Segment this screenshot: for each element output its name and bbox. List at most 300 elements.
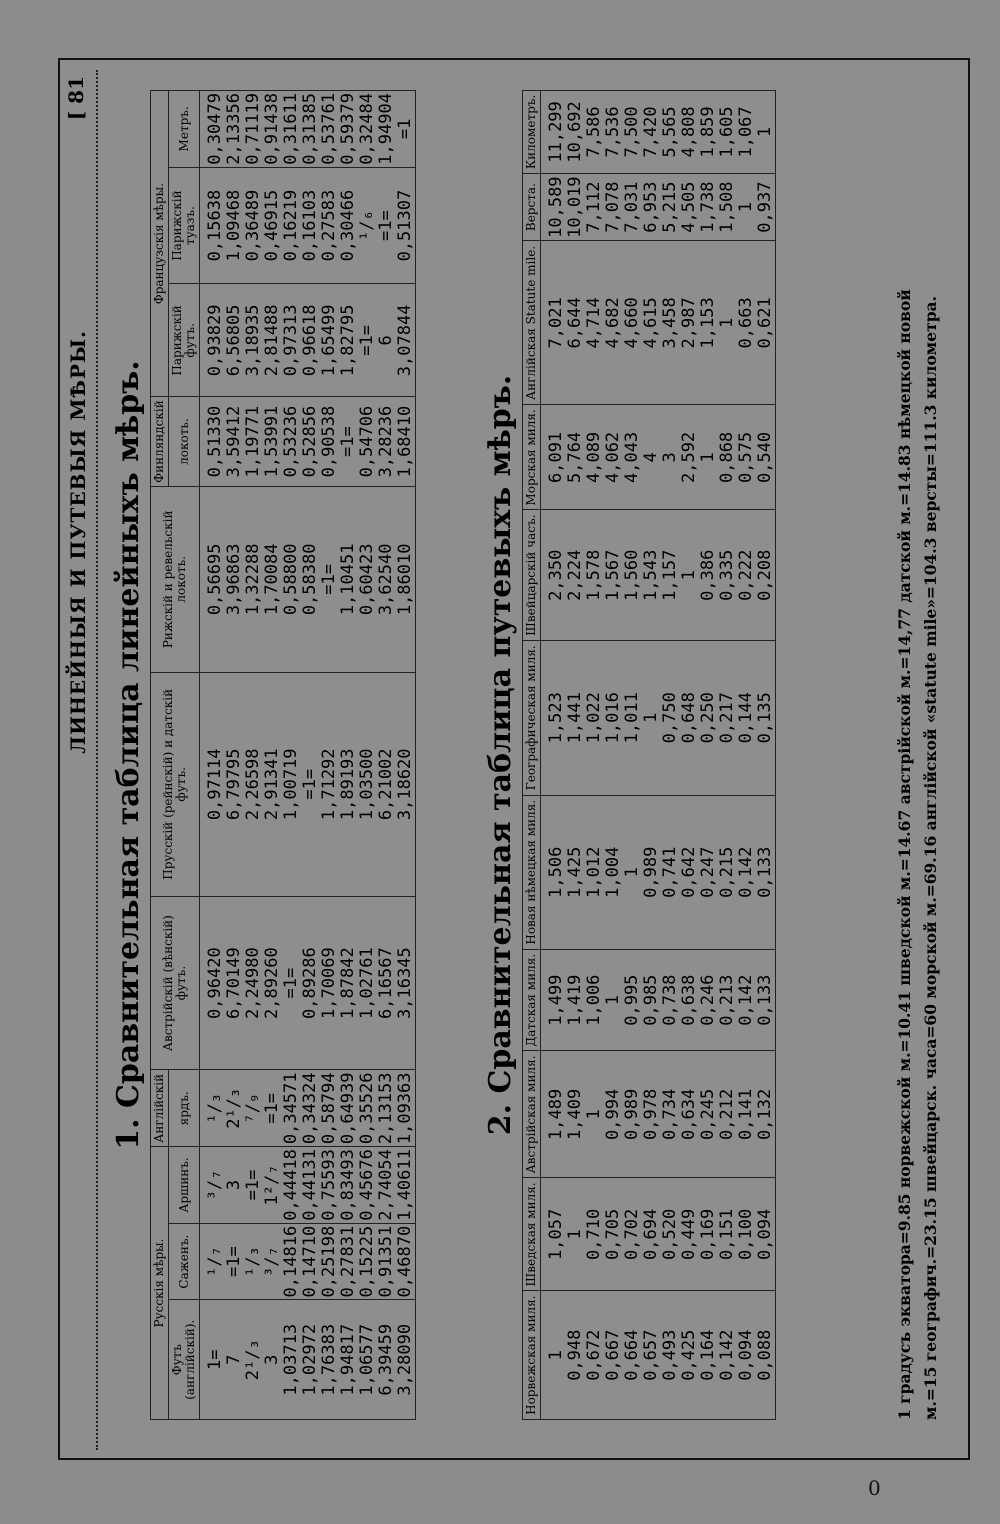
- table-cell: 0,52856: [301, 397, 320, 487]
- table-cell: 0,96618: [301, 284, 320, 397]
- table-cell: 1: [585, 1051, 604, 1178]
- table-row: [541, 91, 567, 1420]
- table-cell: 1,65499: [320, 284, 339, 397]
- table-cell: 1,157: [661, 510, 680, 640]
- table-cell: 0,89286: [301, 896, 320, 1070]
- table-cell: =1=: [377, 167, 396, 284]
- table-cell: =1=: [339, 397, 358, 487]
- column-header: Швейцарскій часъ.: [523, 510, 541, 640]
- table1-section: [108, 90, 416, 1420]
- table-cell: 1,71292: [320, 672, 339, 896]
- table-cell: 1: [566, 1178, 585, 1291]
- table-cell: 0,135: [756, 640, 776, 795]
- table-cell: 7,500: [623, 91, 642, 174]
- table-cell: 3,18620: [396, 672, 416, 896]
- table-row: [718, 91, 737, 1420]
- table-cell: 1,86010: [396, 486, 416, 672]
- table-cell: 1: [623, 795, 642, 949]
- table-cell: 0,34324: [301, 1070, 320, 1147]
- table-cell: 0,948: [566, 1291, 585, 1420]
- table-cell: 0,142: [737, 949, 756, 1050]
- table-cell: 2,592: [680, 405, 699, 510]
- table-cell: 0,657: [642, 1291, 661, 1420]
- column-header: Норвежская миля.: [523, 1291, 541, 1420]
- table-row: [604, 91, 623, 1420]
- table-cell: 1: [756, 91, 776, 174]
- table-cell: 7,078: [604, 173, 623, 241]
- table-cell: 1,03500: [358, 672, 377, 896]
- page-number-value: 81: [64, 76, 88, 104]
- table-cell: 4: [642, 405, 661, 510]
- footnote: [892, 90, 944, 1420]
- table-row: [358, 91, 377, 1420]
- table-cell: 4,043: [623, 405, 642, 510]
- table-cell: 1,94904: [377, 91, 396, 168]
- table-cell: 1,508: [718, 173, 737, 241]
- table-cell: 3,96863: [225, 486, 244, 672]
- table-cell: 1: [604, 949, 623, 1050]
- table-cell: 6,79795: [225, 672, 244, 896]
- table-cell: 2,350: [541, 510, 567, 640]
- table-cell: 4,089: [585, 405, 604, 510]
- table-cell: 4,615: [642, 241, 661, 405]
- table-cell: 0,36489: [244, 167, 263, 284]
- table-row: [623, 91, 642, 1420]
- table-cell: 0,094: [737, 1291, 756, 1420]
- table-cell: 0,46870: [396, 1223, 416, 1300]
- table-cell: 0,212: [718, 1051, 737, 1178]
- table-row: [244, 91, 263, 1420]
- table1-body: [200, 91, 416, 1420]
- column-header: Километръ.: [523, 91, 541, 174]
- table-cell: 0,978: [642, 1051, 661, 1178]
- table-cell: 1,68410: [396, 397, 416, 487]
- table-cell: 6,56805: [225, 284, 244, 397]
- col-paris-foot: Парижскій футъ.: [169, 284, 200, 397]
- table-cell: 0,132: [756, 1051, 776, 1178]
- table-row: [377, 91, 396, 1420]
- table-cell: 1,506: [541, 795, 567, 949]
- table-cell: 1,567: [604, 510, 623, 640]
- running-title: ЛИНЕЙНЫЯ И ПУТЕВЫЯ МѢРЫ.: [66, 330, 90, 754]
- table-cell: 2¹/₃: [244, 1300, 263, 1420]
- table-cell: 2,89260: [263, 896, 282, 1070]
- table-cell: 1,006: [585, 949, 604, 1050]
- table-cell: 0,60423: [358, 486, 377, 672]
- table-cell: 3,458: [661, 241, 680, 405]
- table-cell: 0,16219: [282, 167, 301, 284]
- table-cell: 7: [225, 1300, 244, 1420]
- table-cell: 0,994: [604, 1051, 623, 1178]
- table-row: [661, 91, 680, 1420]
- table-cell: 3: [661, 405, 680, 510]
- table-cell: 1,004: [604, 795, 623, 949]
- table-cell: 0,31611: [282, 91, 301, 168]
- table-cell: 0,51307: [396, 167, 416, 284]
- table-cell: ¹/₃: [200, 1070, 226, 1147]
- table-cell: 0,34571: [282, 1070, 301, 1147]
- table-cell: 0,53236: [282, 397, 301, 487]
- table-cell: 0,164: [699, 1291, 718, 1420]
- table-cell: ¹/₆: [358, 167, 377, 284]
- table-cell: 4,062: [604, 405, 623, 510]
- table-cell: 3,28236: [377, 397, 396, 487]
- table-cell: 0,985: [642, 949, 661, 1050]
- column-header: Шведская миля.: [523, 1178, 541, 1291]
- table-cell: 0,705: [604, 1178, 623, 1291]
- table-cell: 1,441: [566, 640, 585, 795]
- table-cell: 3,16345: [396, 896, 416, 1070]
- table-cell: 4,660: [623, 241, 642, 405]
- table-cell: 1,022: [585, 640, 604, 795]
- table-cell: 0,663: [737, 241, 756, 405]
- column-header: Датская миля.: [523, 949, 541, 1050]
- table-cell: 0,97114: [200, 672, 226, 896]
- table-cell: 0,45676: [358, 1147, 377, 1224]
- table-cell: 3,07844: [396, 284, 416, 397]
- table-cell: 0,30479: [200, 91, 226, 168]
- table-cell: 0,520: [661, 1178, 680, 1291]
- table-cell: 1,10451: [339, 486, 358, 672]
- table-cell: 1: [680, 510, 699, 640]
- table-cell: 0,14710: [301, 1223, 320, 1300]
- table-cell: 0,54706: [358, 397, 377, 487]
- table-cell: 2,26598: [244, 672, 263, 896]
- table-row: [320, 91, 339, 1420]
- table-cell: 1,523: [541, 640, 567, 795]
- table-row: [642, 91, 661, 1420]
- table-cell: 2,987: [680, 241, 699, 405]
- table-cell: 7,420: [642, 91, 661, 174]
- table-cell: 0,215: [718, 795, 737, 949]
- table-cell: 0,750: [661, 640, 680, 795]
- table-cell: 1,87842: [339, 896, 358, 1070]
- table-row: [396, 91, 416, 1420]
- table-cell: 5,764: [566, 405, 585, 510]
- table-cell: 0,44418: [282, 1147, 301, 1224]
- table2-header-row: [523, 91, 541, 1420]
- col-metre: Метръ.: [169, 91, 200, 168]
- table-cell: 1,153: [699, 241, 718, 405]
- column-header: Верста.: [523, 173, 541, 241]
- table-cell: 6: [377, 284, 396, 397]
- group-russian: Русскія мѣры.: [151, 1147, 169, 1420]
- table-cell: 0,667: [604, 1291, 623, 1420]
- table-cell: 2,13153: [377, 1070, 396, 1147]
- table-cell: 5,565: [661, 91, 680, 174]
- table-cell: 0,989: [642, 795, 661, 949]
- table-row: [282, 91, 301, 1420]
- table-cell: 7,536: [604, 91, 623, 174]
- table-cell: 0,208: [756, 510, 776, 640]
- table-cell: 0,638: [680, 949, 699, 1050]
- table-cell: 0,734: [661, 1051, 680, 1178]
- table-cell: 1,03713: [282, 1300, 301, 1420]
- table-cell: 1,00719: [282, 672, 301, 896]
- table-cell: 0,151: [718, 1178, 737, 1291]
- table-cell: 0,14816: [282, 1223, 301, 1300]
- table-cell: 1,06577: [358, 1300, 377, 1420]
- col-paris-toise: Парижскій туазъ.: [169, 167, 200, 284]
- table-row: [737, 91, 756, 1420]
- col-foot: Футъ (англійскій).: [169, 1300, 200, 1420]
- table-cell: 0,694: [642, 1178, 661, 1291]
- table-cell: 1,19771: [244, 397, 263, 487]
- table-cell: =1=: [263, 1070, 282, 1147]
- table-cell: 0,35526: [358, 1070, 377, 1147]
- col-finnish-ell: локоть.: [169, 397, 200, 487]
- table-row: [225, 91, 244, 1420]
- table-cell: 0,738: [661, 949, 680, 1050]
- table-cell: 0,246: [699, 949, 718, 1050]
- corner-mark: 0: [868, 1476, 881, 1500]
- table-cell: 1,02972: [301, 1300, 320, 1420]
- table-cell: 0,59379: [339, 91, 358, 168]
- table-cell: 0,75593: [320, 1147, 339, 1224]
- col-yard: ярдъ.: [169, 1070, 200, 1147]
- table-cell: 1,012: [585, 795, 604, 949]
- table-cell: 0,634: [680, 1051, 699, 1178]
- table-cell: 1²/₇: [263, 1147, 282, 1224]
- col-sazhen: Саженъ.: [169, 1223, 200, 1300]
- table-cell: 0,83493: [339, 1147, 358, 1224]
- table1-title: 1. Сравнительная таблица линейныхъ мѣръ.: [111, 360, 146, 1150]
- table-cell: 0,97313: [282, 284, 301, 397]
- rotated-content: [60, 60, 970, 1460]
- table-cell: 11,299: [541, 91, 567, 174]
- ornamental-rule: [96, 70, 104, 1450]
- table-cell: 0,217: [718, 640, 737, 795]
- table-cell: 0,96420: [200, 896, 226, 1070]
- table-cell: 0,58800: [282, 486, 301, 672]
- table-cell: ⁷/₉: [244, 1070, 263, 1147]
- table-cell: ³/₇: [200, 1147, 226, 1224]
- table-cell: 3,18935: [244, 284, 263, 397]
- table-cell: 6,21002: [377, 672, 396, 896]
- table-cell: 1,02761: [358, 896, 377, 1070]
- table-row: [339, 91, 358, 1420]
- table2-section: [480, 90, 776, 1420]
- table-cell: 0,540: [756, 405, 776, 510]
- table2-title: 2. Сравнительная таблица путевыхъ мѣръ.: [483, 374, 518, 1136]
- table-cell: 0,664: [623, 1291, 642, 1420]
- table-cell: =1=: [225, 1223, 244, 1300]
- footnote-line-2: м.=15 географич.=23.15 швейцарск. часа=60 морской м.=69.16 англійской «statute mile»=104.3 версты=111.3 километра.: [921, 296, 940, 1420]
- table-cell: 1,560: [623, 510, 642, 640]
- table-cell: 3,62540: [377, 486, 396, 672]
- table-cell: 1: [718, 241, 737, 405]
- table-cell: 4,808: [680, 91, 699, 174]
- table-cell: 2,24980: [244, 896, 263, 1070]
- table-cell: 5,215: [661, 173, 680, 241]
- travel-measures-table: [522, 90, 776, 1420]
- table-row: [680, 91, 699, 1420]
- table-cell: 0,449: [680, 1178, 699, 1291]
- table-row: [585, 91, 604, 1420]
- table-cell: 0,144: [737, 640, 756, 795]
- table-cell: 0,51330: [200, 397, 226, 487]
- table-row: [263, 91, 282, 1420]
- table-cell: 6,39459: [377, 1300, 396, 1420]
- table-cell: 0,133: [756, 949, 776, 1050]
- table-cell: 3,28090: [396, 1300, 416, 1420]
- table-cell: 1,543: [642, 510, 661, 640]
- table-cell: 0,25198: [320, 1223, 339, 1300]
- table-cell: 0,142: [737, 795, 756, 949]
- table-cell: 0,32484: [358, 91, 377, 168]
- table-cell: 0,53761: [320, 91, 339, 168]
- table-cell: 1,489: [541, 1051, 567, 1178]
- table-cell: 6,091: [541, 405, 567, 510]
- table-cell: 0,100: [737, 1178, 756, 1291]
- table-cell: 1,409: [566, 1051, 585, 1178]
- table-cell: 0,621: [756, 241, 776, 405]
- table-cell: 0,93829: [200, 284, 226, 397]
- table-cell: 0,995: [623, 949, 642, 1050]
- table-cell: 0,58794: [320, 1070, 339, 1147]
- table-row: [756, 91, 776, 1420]
- table-cell: 1,53991: [263, 397, 282, 487]
- table-cell: =1=: [244, 1147, 263, 1224]
- table-cell: 0,44131: [301, 1147, 320, 1224]
- table-cell: 6,644: [566, 241, 585, 405]
- table-cell: 6,70149: [225, 896, 244, 1070]
- table-cell: 1,011: [623, 640, 642, 795]
- table-cell: ¹/₃: [244, 1223, 263, 1300]
- table-cell: 1,499: [541, 949, 567, 1050]
- table-cell: 10,019: [566, 173, 585, 241]
- table2-body: [541, 91, 776, 1420]
- table-cell: 0,27583: [320, 167, 339, 284]
- table-cell: 0,937: [756, 173, 776, 241]
- table-cell: 1,09363: [396, 1070, 416, 1147]
- table-cell: 0,989: [623, 1051, 642, 1178]
- table-cell: 0,741: [661, 795, 680, 949]
- table-cell: 1,067: [737, 91, 756, 174]
- table-cell: 1,40611: [396, 1147, 416, 1224]
- table-cell: 1,09468: [225, 167, 244, 284]
- table-cell: 0,133: [756, 795, 776, 949]
- table-cell: 7,021: [541, 241, 567, 405]
- running-header: [60, 60, 96, 1460]
- table-cell: 0,222: [737, 510, 756, 640]
- table-cell: 0,702: [623, 1178, 642, 1291]
- table-cell: 0,90538: [320, 397, 339, 487]
- col-arshin: Аршинъ.: [169, 1147, 200, 1224]
- table-cell: 7,031: [623, 173, 642, 241]
- table-cell: =1=: [301, 672, 320, 896]
- table-cell: 0,71119: [244, 91, 263, 168]
- table-cell: 2,81488: [263, 284, 282, 397]
- table-cell: 0,710: [585, 1178, 604, 1291]
- table-cell: 0,64939: [339, 1070, 358, 1147]
- column-header: Англійская Statute mile.: [523, 241, 541, 405]
- table-cell: 7,112: [585, 173, 604, 241]
- table-cell: =1=: [282, 896, 301, 1070]
- table-cell: 1,578: [585, 510, 604, 640]
- table-cell: 3: [263, 1300, 282, 1420]
- table-cell: 0,169: [699, 1178, 718, 1291]
- table-cell: 10,589: [541, 173, 567, 241]
- table-cell: 0,642: [680, 795, 699, 949]
- column-header: Морская миля.: [523, 405, 541, 510]
- table-cell: 0,250: [699, 640, 718, 795]
- table-cell: 1,425: [566, 795, 585, 949]
- table-cell: 0,15638: [200, 167, 226, 284]
- table-cell: 1=: [200, 1300, 226, 1420]
- table-cell: 0,142: [718, 1291, 737, 1420]
- table-cell: ³/₇: [263, 1223, 282, 1300]
- col-austrian-foot: Австрійскій (вѣнскій) футъ.: [151, 896, 200, 1070]
- table-cell: 0,58380: [301, 486, 320, 672]
- table-cell: 4,505: [680, 173, 699, 241]
- table-cell: 1,859: [699, 91, 718, 174]
- col-prussian-foot: Прусскій (рейнскій) и датскій футъ.: [151, 672, 200, 896]
- table-cell: 0,46915: [263, 167, 282, 284]
- table-cell: 1,057: [541, 1178, 567, 1291]
- table-cell: 4,714: [585, 241, 604, 405]
- table-cell: 1,605: [718, 91, 737, 174]
- table-cell: ¹/₇: [200, 1223, 226, 1300]
- table-cell: 2,13356: [225, 91, 244, 168]
- table-cell: 0,672: [585, 1291, 604, 1420]
- table-cell: =1=: [358, 284, 377, 397]
- table-row: [566, 91, 585, 1420]
- group-french: Французскія мѣры.: [151, 91, 169, 397]
- table-cell: 1,89193: [339, 672, 358, 896]
- table-cell: 0,245: [699, 1051, 718, 1178]
- table-row: [301, 91, 320, 1420]
- table-cell: 0,386: [699, 510, 718, 640]
- group-english: Англійскій: [151, 1070, 169, 1147]
- table-cell: 0,247: [699, 795, 718, 949]
- group-finnish: Финляндскій: [151, 397, 169, 487]
- table-cell: 6,16567: [377, 896, 396, 1070]
- table-cell: 6,953: [642, 173, 661, 241]
- col-riga-ell: Рижскій и ревельскій локоть.: [151, 486, 200, 672]
- table-cell: 0,30466: [339, 167, 358, 284]
- table-cell: 0,094: [756, 1178, 776, 1291]
- table-cell: 0,493: [661, 1291, 680, 1420]
- table-cell: 1,70069: [320, 896, 339, 1070]
- table-cell: 4,682: [604, 241, 623, 405]
- table-cell: 1,016: [604, 640, 623, 795]
- table-cell: 0,088: [756, 1291, 776, 1420]
- table-cell: 0,868: [718, 405, 737, 510]
- table-cell: 1: [737, 173, 756, 241]
- table-cell: =1: [396, 91, 416, 168]
- table-cell: 2,91341: [263, 672, 282, 896]
- table-cell: 0,91351: [377, 1223, 396, 1300]
- table-cell: 0,141: [737, 1051, 756, 1178]
- column-header: Географическая миля.: [523, 640, 541, 795]
- table-cell: 1,82795: [339, 284, 358, 397]
- table-cell: 0,648: [680, 640, 699, 795]
- table-cell: 1,70084: [263, 486, 282, 672]
- table-cell: 1,419: [566, 949, 585, 1050]
- table-cell: =1=: [320, 486, 339, 672]
- table-cell: 0,425: [680, 1291, 699, 1420]
- table-cell: 1,94817: [339, 1300, 358, 1420]
- page-frame: [58, 58, 970, 1460]
- table-cell: 1,738: [699, 173, 718, 241]
- table-cell: 0,56695: [200, 486, 226, 672]
- table-cell: 0,15225: [358, 1223, 377, 1300]
- table-cell: 1: [541, 1291, 567, 1420]
- page-number: [ 81: [64, 76, 88, 121]
- table-cell: 1,32288: [244, 486, 263, 672]
- table-cell: 1: [699, 405, 718, 510]
